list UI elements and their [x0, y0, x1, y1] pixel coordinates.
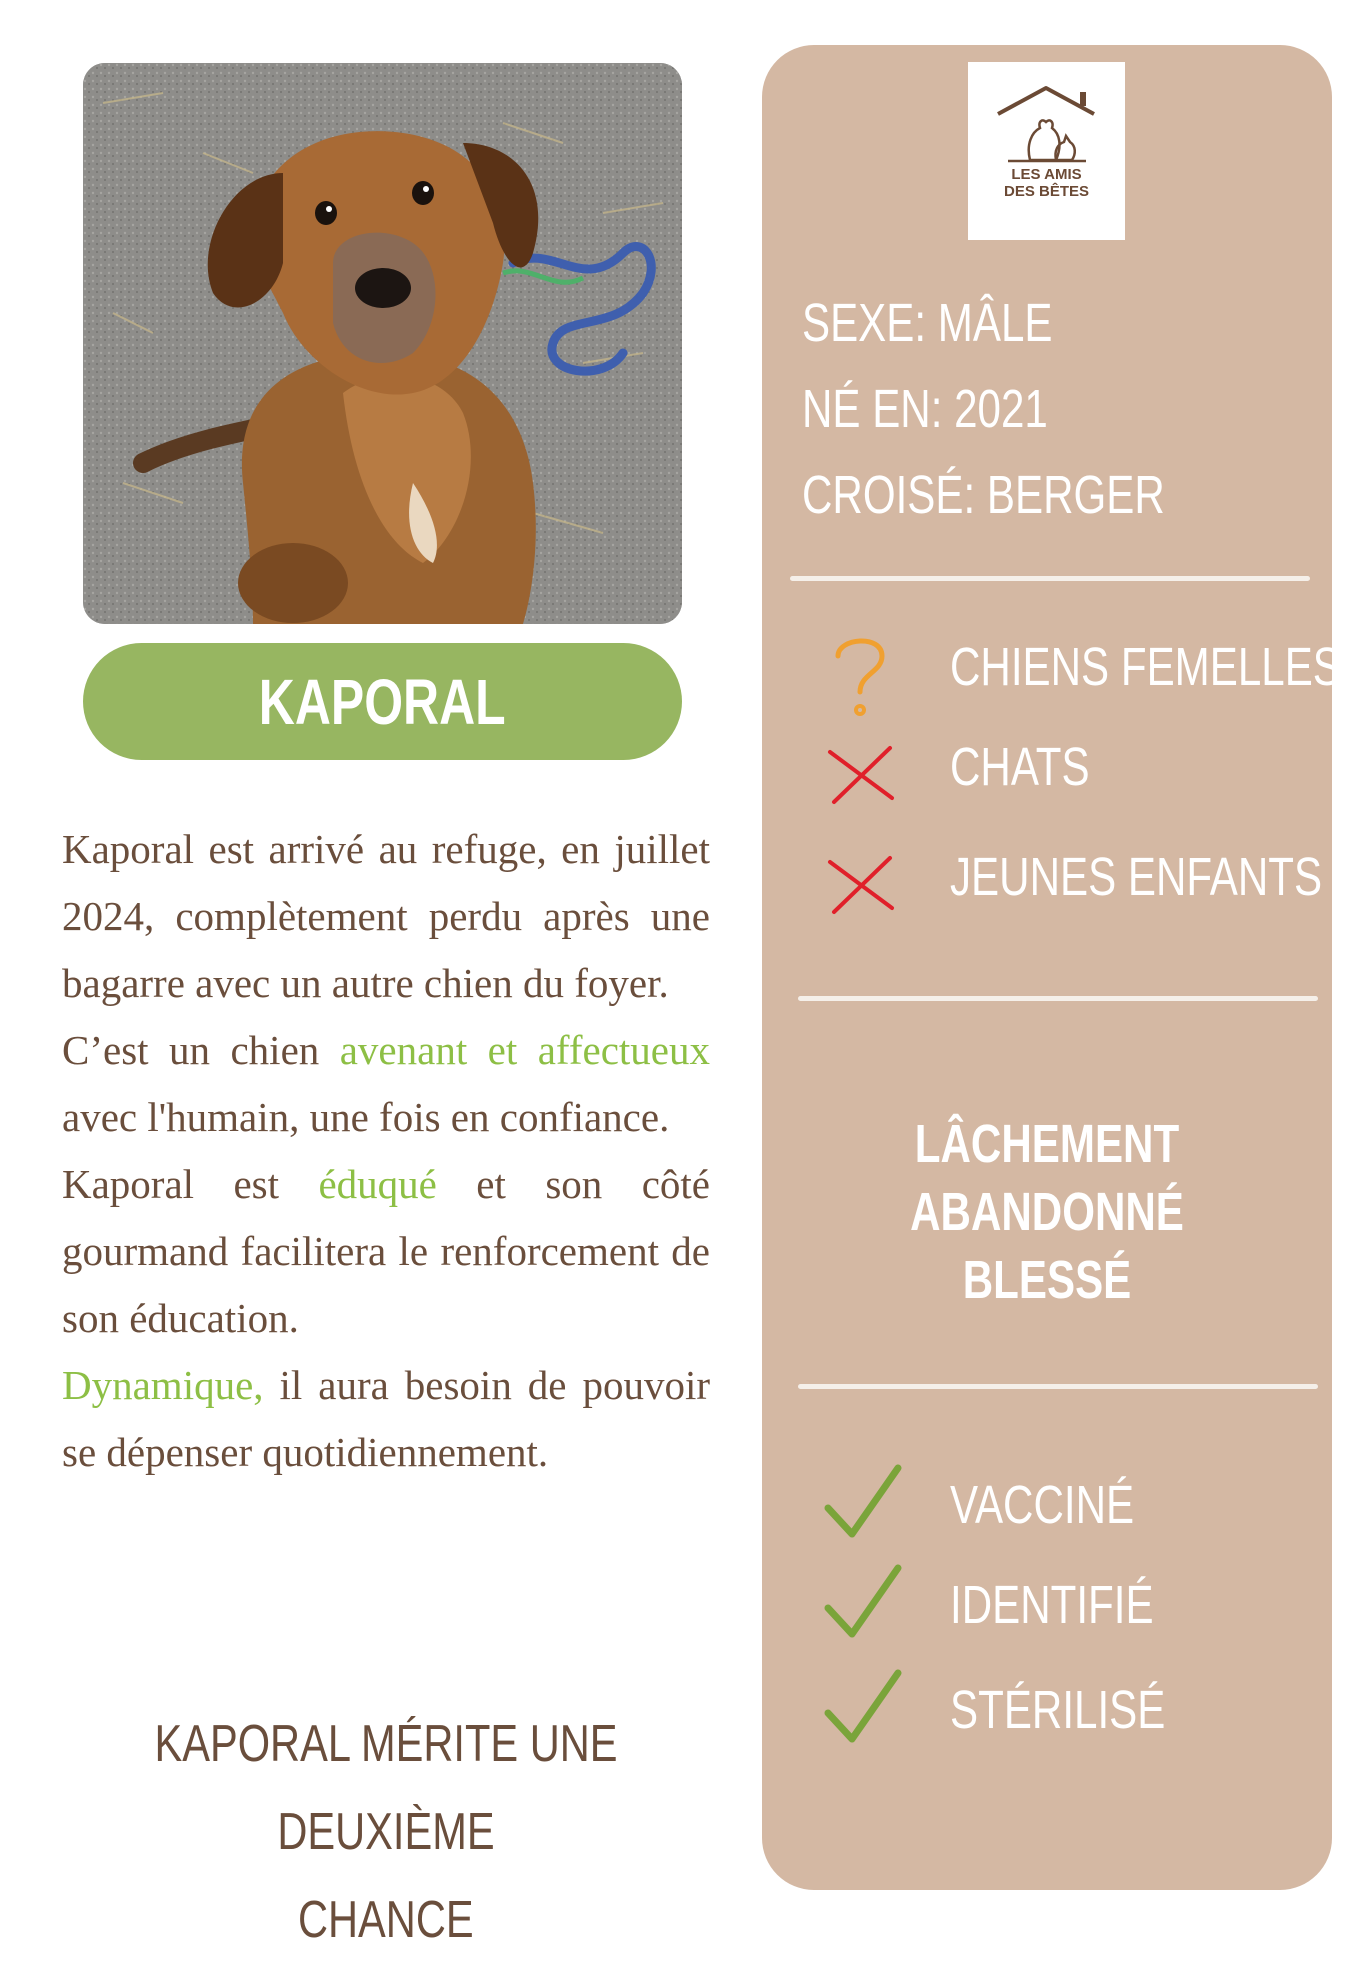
- cross-icon: [820, 730, 900, 810]
- facts-list: [802, 280, 1267, 538]
- dog-photo: [83, 63, 682, 624]
- highlight-text: avenant et affectueux: [339, 1027, 710, 1073]
- dog-name: KAPORAL: [259, 665, 506, 738]
- description-paragraph: Kaporal est éduqué et son côté gourmand facilitera le renforcement de son éducation.: [62, 1161, 710, 1341]
- cross-icon: [820, 840, 900, 920]
- check-icon: [820, 1460, 905, 1545]
- description-paragraph: C’est un chien avenant et affectueux avec l'humain, une fois en confiance.: [62, 1027, 710, 1140]
- compat-row: CHIENS FEMELLES: [820, 630, 1320, 710]
- question-icon: [820, 630, 900, 710]
- highlight-text: éduqué: [318, 1161, 437, 1207]
- divider: [798, 1384, 1318, 1389]
- check-icon: [820, 1560, 905, 1645]
- fact-birth-year: NÉ EN: 2021: [802, 379, 1048, 439]
- name-banner: [83, 643, 682, 760]
- description-paragraph: Dynamique, il aura besoin de pouvoir se dépenser quotidiennement.: [62, 1362, 710, 1475]
- check-row: STÉRILISÉ: [820, 1665, 1320, 1755]
- highlight-text: Dynamique,: [62, 1362, 264, 1408]
- divider: [798, 996, 1318, 1001]
- description: [62, 816, 710, 1486]
- check-row: IDENTIFIÉ: [820, 1560, 1320, 1650]
- description-paragraph: Kaporal est arrivé au refuge, en juillet 2024, complètement perdu après une bagarre avec un autre chien du foyer.: [62, 826, 710, 1006]
- shelter-logo: LES AMIS DES BÊTES: [968, 62, 1125, 240]
- fact-breed: CROISÉ: BERGER: [802, 465, 1165, 525]
- fact-sexe: SEXE: MÂLE: [802, 293, 1053, 353]
- compat-row: CHATS: [820, 730, 1320, 810]
- compat-row: JEUNES ENFANTS: [820, 840, 1320, 920]
- check-icon: [820, 1665, 905, 1750]
- status-text: LÂCHEMENT ABANDONNÉ BLESSÉ: [910, 1114, 1184, 1310]
- check-row: VACCINÉ: [820, 1460, 1320, 1550]
- divider: [790, 576, 1310, 581]
- closing-message: KAPORAL MÉRITE UNE DEUXIÈME CHANCE: [154, 1715, 618, 1949]
